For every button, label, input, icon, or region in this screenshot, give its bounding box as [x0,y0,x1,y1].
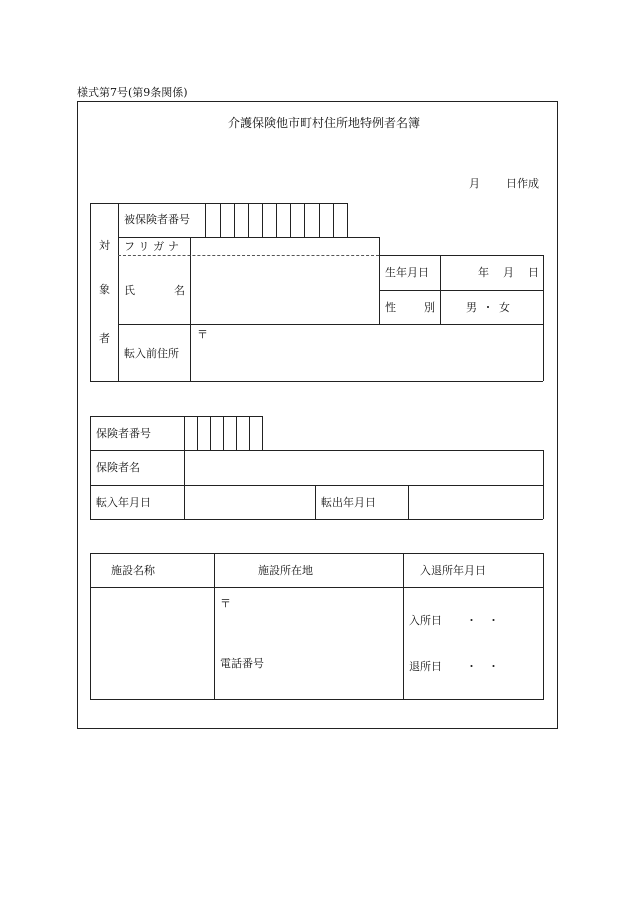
move-out-field[interactable] [409,486,542,518]
name-label-a: 氏 [124,284,135,297]
prev-address-field[interactable] [191,325,542,380]
facility-name-field[interactable] [91,588,213,699]
name-field[interactable] [191,256,378,323]
furigana-label: フリガナ [124,240,183,253]
insurer-name-field[interactable] [185,451,542,484]
birth-unit-year: 年 [478,266,489,279]
insurer-name-label: 保険者名 [96,461,140,474]
sex-label-a: 性 [385,301,396,314]
insured-number-label: 被保険者番号 [124,213,190,226]
move-in-label: 転入年月日 [96,496,151,509]
facility-phone-label: 電話番号 [220,657,264,670]
sex-label-b: 別 [424,301,435,314]
facility-postal-mark: 〒 [220,597,231,610]
birth-unit-month: 月 [503,266,514,279]
form-title: 介護保険他市町村住所地特例者名簿 [228,116,421,130]
birth-date-field[interactable] [441,256,542,289]
sex-options[interactable]: 男・女 [466,301,516,314]
postal-mark: 〒 [197,328,208,341]
discharge-date-dots[interactable]: ・ ・ [466,660,499,673]
move-out-label: 転出年月日 [321,496,376,509]
discharge-label: 退所日 [409,660,442,673]
header-facility-name: 施設名称 [111,564,155,577]
date-month: 月 [469,177,480,190]
insurer-number-label: 保険者番号 [96,427,151,440]
furigana-field[interactable] [191,238,378,255]
prev-address-label: 転入前住所 [124,347,179,360]
side-label-1: 対 [99,239,110,252]
side-label-3: 者 [99,332,110,345]
facility-address-field[interactable] [215,588,402,699]
header-facility-address: 施設所在地 [258,564,313,577]
date-created: 日作成 [506,177,539,190]
birth-unit-day: 日 [528,266,539,279]
admission-date-dots[interactable]: ・ ・ [466,614,499,627]
name-label-b: 名 [174,284,185,297]
side-label-2: 象 [99,283,110,296]
form-number: 様式第7号(第9条関係) [77,86,188,99]
birth-label: 生年月日 [385,266,429,279]
header-admission-dates: 入退所年月日 [420,564,486,577]
admission-label: 入所日 [409,614,442,627]
move-in-field[interactable] [185,486,314,518]
